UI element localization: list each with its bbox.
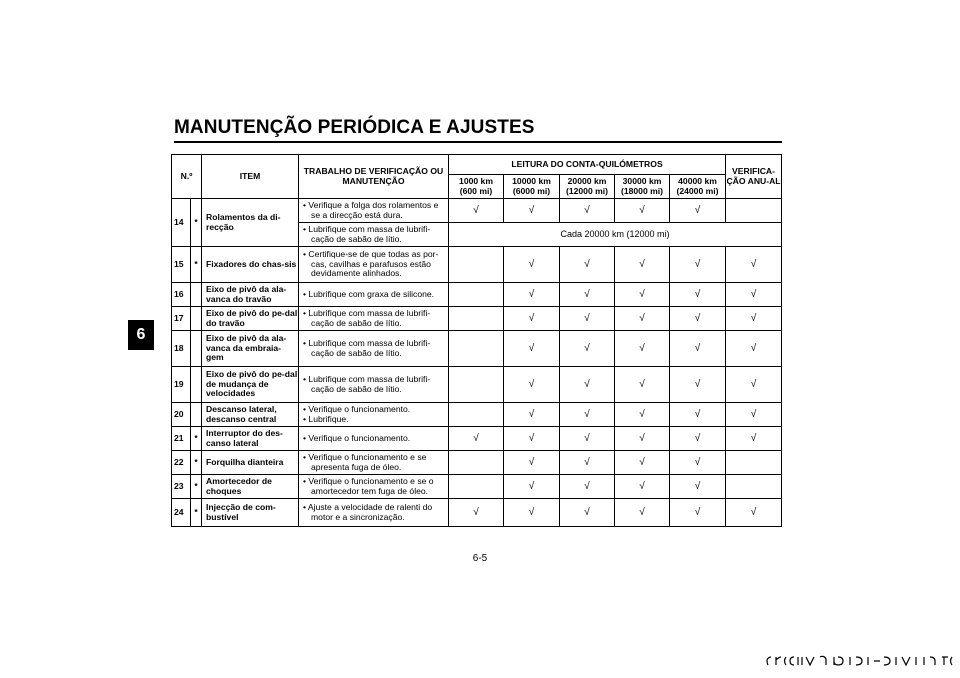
check-mark: √ [560, 451, 615, 475]
item-name: Rolamentos da di-recção [202, 199, 299, 247]
check-mark: √ [449, 199, 504, 223]
check-mark: √ [504, 403, 560, 427]
check-mark: √ [504, 331, 560, 367]
check-mark: √ [560, 499, 615, 527]
table-row [172, 331, 782, 367]
item-number: 22 [172, 451, 191, 475]
interval-mi: (600 mi) [459, 185, 493, 196]
check-mark: √ [670, 451, 726, 475]
work-bullet: • Lubrifique com graxa de silicone. [303, 288, 435, 299]
check-mark: √ [560, 247, 615, 283]
page-number: 6-5 [472, 553, 488, 564]
interval-km: 30000 km [622, 175, 662, 186]
interval-km: 1000 km [459, 175, 493, 186]
check-mark: √ [560, 403, 615, 427]
check-mark: √ [504, 475, 560, 499]
check-mark: √ [615, 451, 670, 475]
interval-header-5 [670, 175, 726, 199]
dealer-service-marker [191, 331, 202, 367]
section-tab: 6 [128, 320, 154, 350]
item-number: 23 [172, 475, 191, 499]
check-mark [449, 451, 504, 475]
work-bullet: • Ajuste a velocidade de ralenti do motor e a sincronização. [303, 501, 433, 522]
table-row [172, 499, 782, 527]
check-mark: √ [560, 283, 615, 307]
check-mark [449, 283, 504, 307]
check-mark [449, 307, 504, 331]
check-mark: √ [449, 499, 504, 527]
check-mark: √ [560, 199, 615, 223]
check-mark: √ [670, 427, 726, 451]
item-name: Fixadores do chas-sis [202, 247, 299, 283]
table-row [172, 199, 782, 223]
interval-mi: (24000 mi) [676, 185, 719, 196]
item-number: 15 [172, 247, 191, 283]
interval-mi: (12000 mi) [565, 185, 609, 196]
check-mark: √ [670, 199, 726, 223]
check-mark: √ [615, 247, 670, 283]
check-mark: √ [726, 499, 782, 527]
check-mark: √ [560, 427, 615, 451]
item-number: 24 [172, 499, 191, 527]
check-mark: √ [726, 427, 782, 451]
check-mark: √ [615, 367, 670, 403]
interval-km: 20000 km [567, 175, 607, 186]
interval-header-3 [560, 175, 615, 199]
check-mark: √ [670, 475, 726, 499]
check-mark: √ [670, 499, 726, 527]
check-mark: √ [615, 403, 670, 427]
check-mark: √ [560, 307, 615, 331]
table-row [172, 475, 782, 499]
check-mark: √ [504, 199, 560, 223]
check-mark: √ [670, 283, 726, 307]
check-mark: √ [670, 331, 726, 367]
header-annual: VERIFICA-ÇÃO ANU-AL [726, 155, 782, 199]
item-number: 21 [172, 427, 191, 451]
item-name: Interruptor do des-canso lateral [202, 427, 299, 451]
work-description [299, 283, 449, 307]
item-name: Eixo de pivô da ala-vanca do travão [202, 283, 299, 307]
check-mark [449, 475, 504, 499]
item-name: Forquilha dianteira [202, 451, 299, 475]
work-bullet: • Lubrifique com massa de lubrifi-cação de sabão de lítio. [303, 223, 431, 244]
work-bullet: • Verifique a folga dos rolamentos e se a direcção está dura. [303, 199, 439, 220]
check-mark: √ [560, 367, 615, 403]
item-name: Eixo de pivô do pe-dal do travão [202, 307, 299, 331]
check-mark: √ [615, 331, 670, 367]
maintenance-table [171, 154, 782, 527]
work-description [299, 331, 449, 367]
check-mark [449, 331, 504, 367]
work-bullet: • Lubrifique. [303, 413, 349, 424]
header-work: TRABALHO DE VERIFICAÇÃO OU MANUTENÇÃO [299, 155, 449, 199]
check-mark: √ [726, 403, 782, 427]
dealer-service-marker [191, 367, 202, 403]
check-mark: √ [615, 283, 670, 307]
check-mark: √ [615, 499, 670, 527]
work-bullet: • Certifique-se de que todas as por-cas, cavilhas e parafusos estão devidamente alinhados. [303, 249, 439, 279]
check-mark [449, 247, 504, 283]
work-bullet: • Lubrifique com massa de lubrifi-cação de sabão de lítio. [303, 307, 431, 328]
check-mark: √ [560, 331, 615, 367]
work-description [299, 307, 449, 331]
check-mark [449, 403, 504, 427]
check-mark: √ [726, 307, 782, 331]
work-description [299, 247, 449, 283]
dealer-service-marker [191, 403, 202, 427]
check-mark: √ [670, 307, 726, 331]
interval-header-2 [504, 175, 560, 199]
item-name: Eixo de pivô da ala-vanca da embraia-gem [202, 331, 299, 367]
work-description [299, 427, 449, 451]
check-mark: √ [504, 499, 560, 527]
table-row [172, 427, 782, 451]
item-number: 19 [172, 367, 191, 403]
check-mark: √ [560, 475, 615, 499]
item-number: 20 [172, 403, 191, 427]
check-mark [726, 451, 782, 475]
check-mark: √ [726, 247, 782, 283]
work-bullet: • Verifique o funcionamento e se o amortecedor tem fuga de óleo. [303, 475, 434, 496]
check-mark: √ [726, 283, 782, 307]
check-mark: √ [504, 367, 560, 403]
work-description [299, 367, 449, 403]
check-mark: √ [615, 199, 670, 223]
item-number: 17 [172, 307, 191, 331]
interval-km: 40000 km [678, 175, 717, 186]
check-mark: √ [615, 475, 670, 499]
check-mark: √ [670, 367, 726, 403]
dealer-service-marker [191, 307, 202, 331]
check-mark: √ [504, 427, 560, 451]
page-title: MANUTENÇÃO PERIÓDICA E AJUSTES [174, 117, 535, 138]
interval-note: Cada 20000 km (12000 mi) [449, 223, 782, 247]
work-description [299, 475, 449, 499]
dealer-service-marker: * [191, 427, 202, 451]
work-bullet: • Verifique o funcionamento. [303, 432, 411, 443]
check-mark [449, 367, 504, 403]
check-mark: √ [670, 247, 726, 283]
work-bullet: • Lubrifique com massa de lubrifi-cação de sabão de lítio. [303, 337, 431, 358]
check-mark: √ [726, 331, 782, 367]
check-mark [726, 475, 782, 499]
item-number: 18 [172, 331, 191, 367]
work-description [299, 403, 449, 427]
interval-km: 10000 km [512, 175, 551, 186]
table-row [172, 367, 782, 403]
item-number: 16 [172, 283, 191, 307]
check-mark [726, 199, 782, 223]
item-name: Injecção de com-bustível [202, 499, 299, 527]
check-mark: √ [504, 307, 560, 331]
table-row [172, 247, 782, 283]
check-mark: √ [615, 427, 670, 451]
header-num: N.º [172, 155, 202, 199]
dealer-service-marker: * [191, 199, 202, 247]
check-mark: √ [726, 367, 782, 403]
interval-header-4 [615, 175, 670, 199]
dealer-service-marker: * [191, 247, 202, 283]
dealer-service-marker: * [191, 451, 202, 475]
work-bullet: • Verifique o funcionamento e se apresenta fuga de óleo. [303, 451, 427, 472]
dealer-service-marker [191, 283, 202, 307]
item-name: Descanso lateral, descanso central [202, 403, 299, 427]
work-bullet: • Verifique o funcionamento. [303, 403, 411, 414]
item-name: Eixo de pivô do pe-dal de mudança de velocidades [202, 367, 299, 403]
work-description [299, 199, 449, 223]
interval-header-1 [449, 175, 504, 199]
title-underline [174, 141, 782, 143]
table-row [172, 451, 782, 475]
table-row [172, 403, 782, 427]
check-mark: √ [504, 451, 560, 475]
work-description [299, 223, 449, 247]
work-description [299, 451, 449, 475]
table-row [172, 307, 782, 331]
header-item: ITEM [202, 155, 299, 199]
table-row [172, 283, 782, 307]
check-mark: √ [504, 247, 560, 283]
header-odometer: LEITURA DO CONTA-QUILÓMETROS [449, 155, 726, 175]
dealer-service-marker: * [191, 475, 202, 499]
check-mark: √ [615, 307, 670, 331]
check-mark: √ [670, 403, 726, 427]
check-mark: √ [504, 283, 560, 307]
work-description [299, 499, 449, 527]
work-bullet: • Lubrifique com massa de lubrifi-cação de sabão de lítio. [303, 373, 431, 394]
dealer-service-marker: * [191, 499, 202, 527]
watermark [764, 646, 956, 672]
interval-mi: (6000 mi) [512, 185, 551, 196]
check-mark: √ [449, 427, 504, 451]
item-name: Amortecedor de choques [202, 475, 299, 499]
interval-mi: (18000 mi) [620, 185, 664, 196]
item-number: 14 [172, 199, 191, 247]
